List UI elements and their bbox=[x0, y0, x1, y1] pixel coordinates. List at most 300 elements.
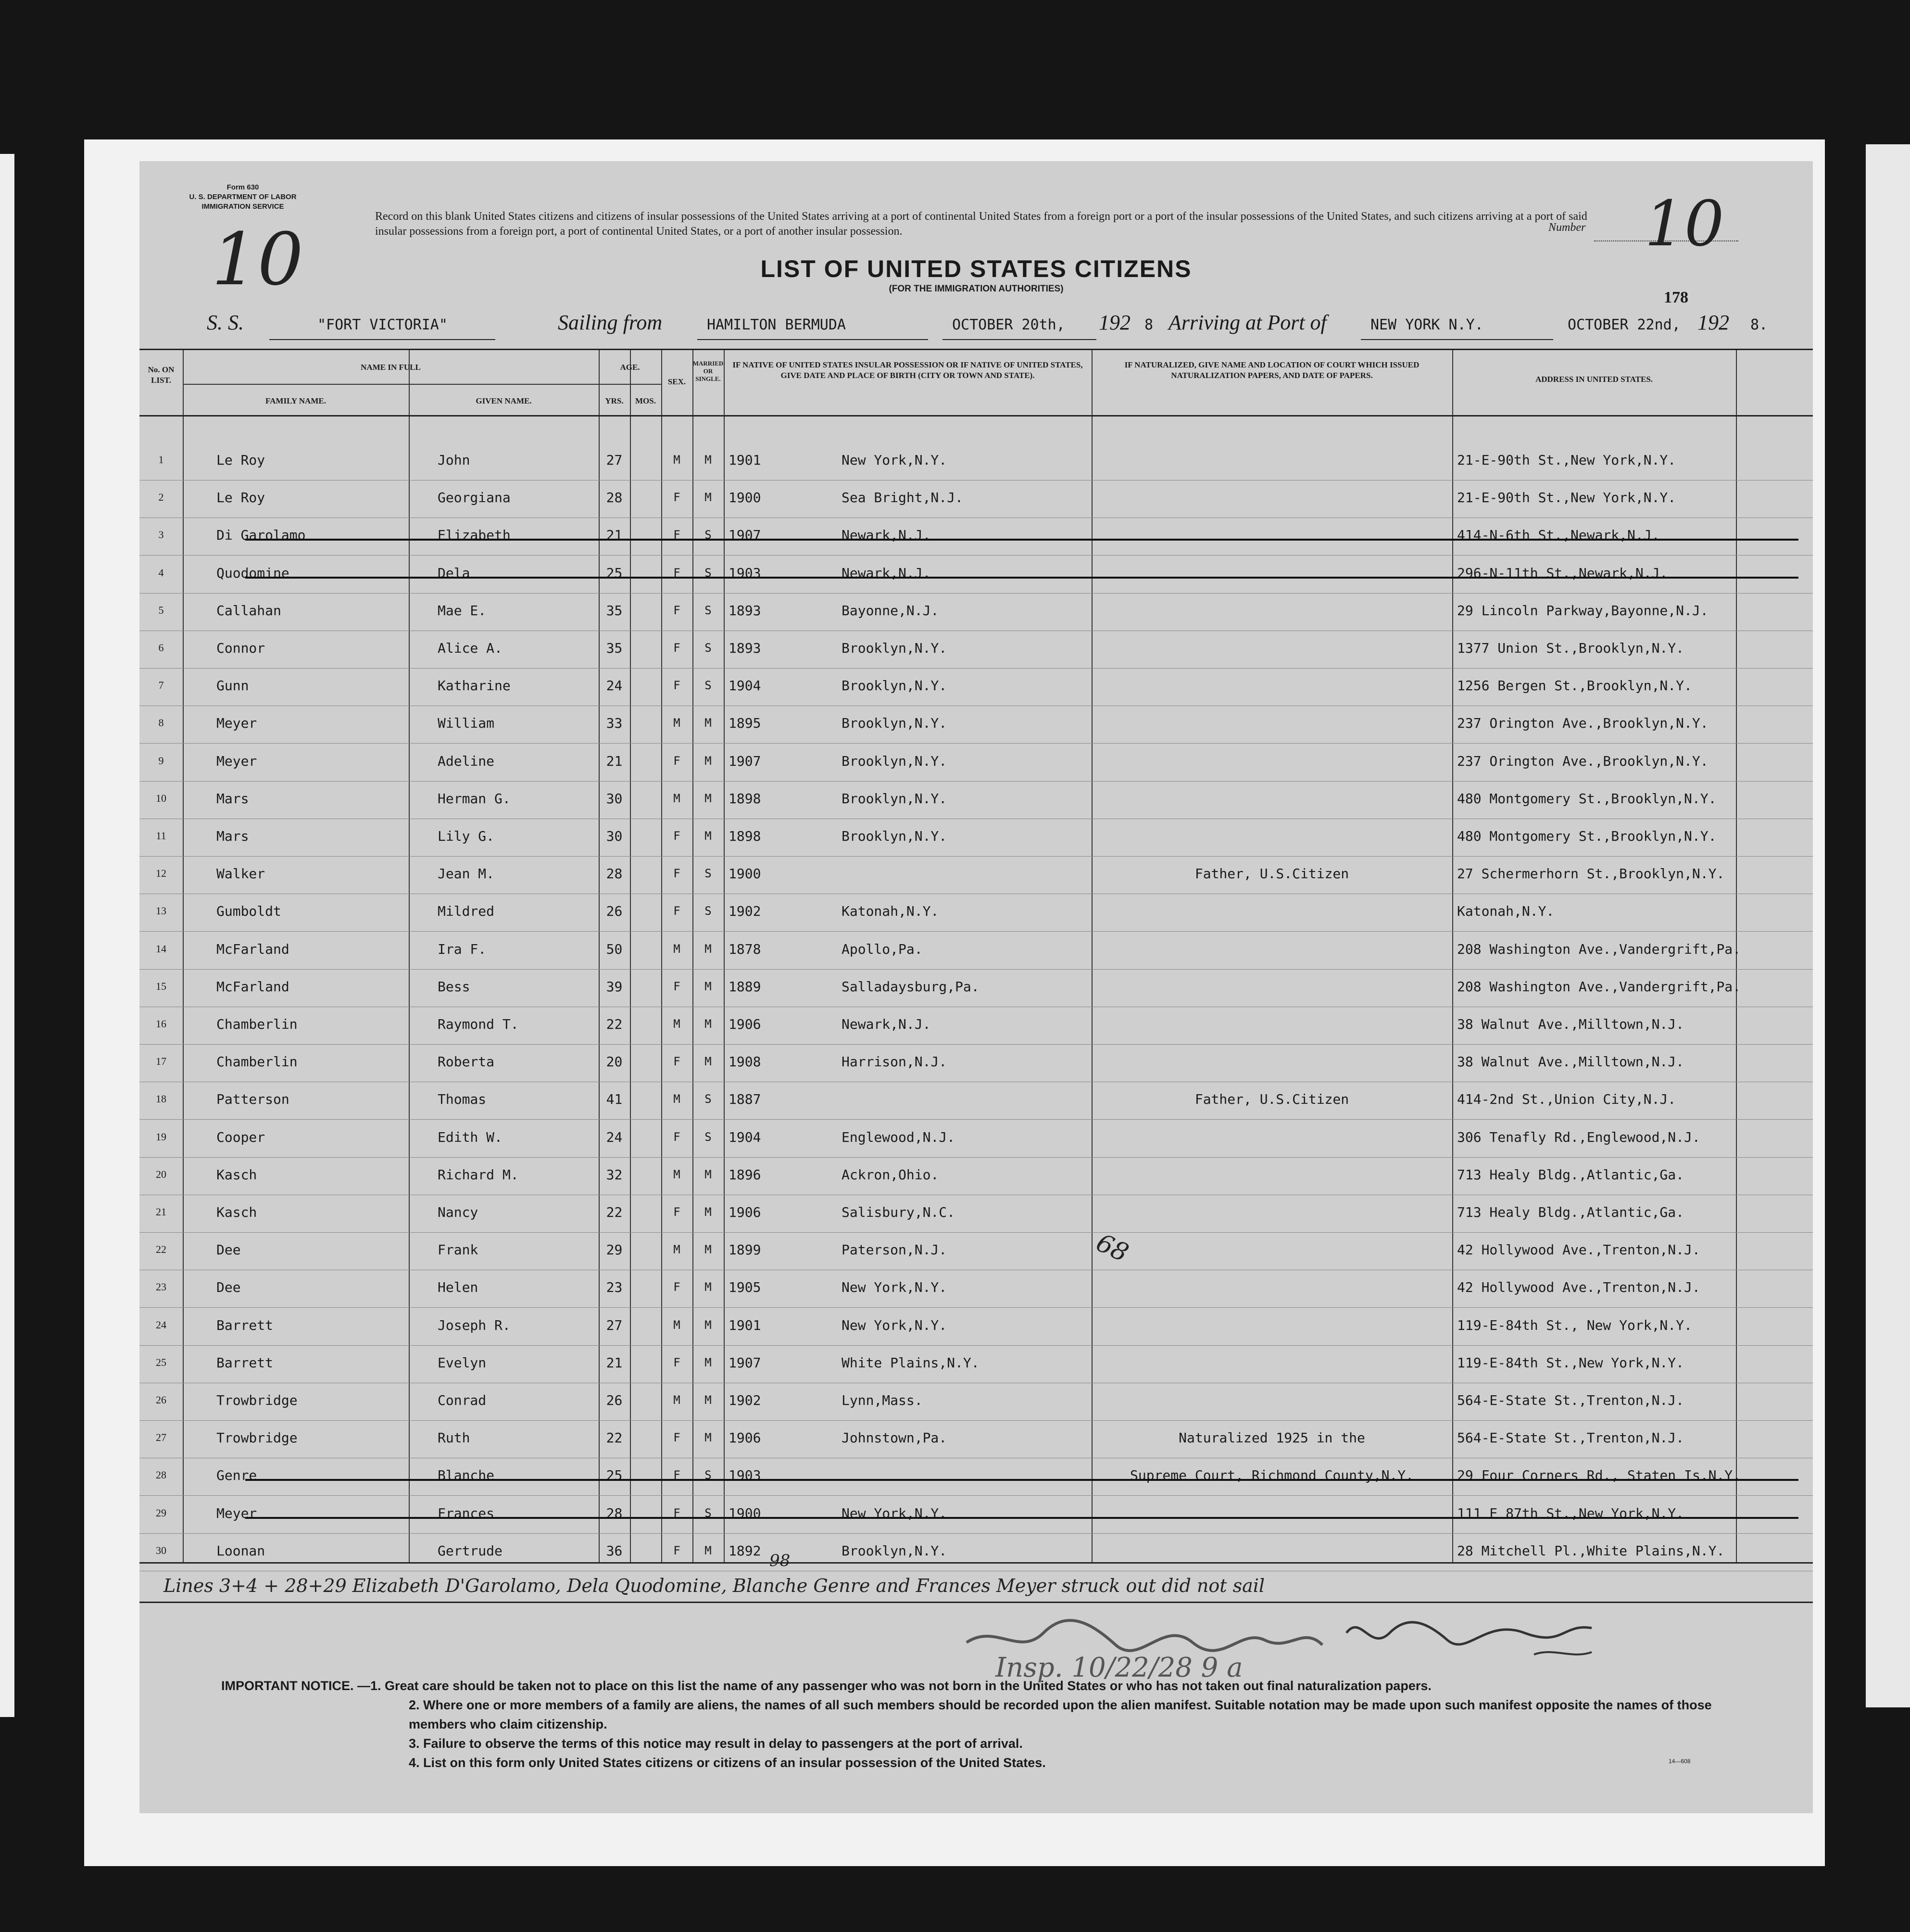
cell-place: Brooklyn,N.Y. bbox=[842, 715, 947, 732]
cell-sex: F bbox=[673, 1543, 680, 1557]
page-number: 178 bbox=[1664, 289, 1688, 306]
cell-given: Mae E. bbox=[438, 602, 487, 619]
cell-year: 1900 bbox=[729, 490, 761, 506]
header-mos: MOS. bbox=[635, 396, 656, 405]
cell-ms: S bbox=[704, 1506, 712, 1520]
cell-yrs: 25 bbox=[606, 1467, 623, 1484]
ss-label: S. S. bbox=[207, 311, 244, 334]
cell-yrs: 21 bbox=[606, 753, 623, 769]
adjacent-page-right bbox=[1866, 144, 1910, 1707]
cell-place: New York,N.Y. bbox=[842, 452, 947, 468]
cell-place: New York,N.Y. bbox=[842, 1279, 947, 1296]
cell-ms: M bbox=[704, 491, 712, 505]
cell-sex: F bbox=[673, 754, 680, 768]
header-sex: SEX. bbox=[667, 377, 686, 386]
cell-ms: M bbox=[704, 1431, 712, 1445]
cell-ms: M bbox=[704, 716, 712, 730]
cell-place: Salladaysburg,Pa. bbox=[842, 978, 980, 995]
cell-addr: 237 Orington Ave.,Brooklyn,N.Y. bbox=[1457, 753, 1709, 769]
cell-yrs: 28 bbox=[606, 490, 623, 506]
cell-yrs: 21 bbox=[606, 527, 623, 543]
cell-sex: F bbox=[673, 1280, 680, 1294]
cell-yrs: 36 bbox=[606, 1542, 623, 1559]
cell-sex: F bbox=[673, 1468, 680, 1482]
cell-yrs: 35 bbox=[606, 640, 623, 656]
cell-no: 11 bbox=[156, 830, 166, 842]
cell-family: Chamberlin bbox=[216, 1016, 298, 1032]
cell-addr: 306 Tenafly Rd.,Englewood,N.J. bbox=[1457, 1129, 1700, 1145]
cell-no: 25 bbox=[156, 1356, 166, 1368]
cell-yrs: 50 bbox=[606, 941, 623, 957]
cell-place: Brooklyn,N.Y. bbox=[842, 753, 947, 769]
arrival-date: OCTOBER 22nd, bbox=[1568, 316, 1681, 333]
cell-nat: Naturalized 1925 in the bbox=[1179, 1430, 1365, 1446]
cell-sex: F bbox=[673, 1355, 680, 1369]
cell-given: Ira F. bbox=[438, 941, 487, 957]
cell-addr: 564-E-State St.,Trenton,N.J. bbox=[1457, 1392, 1684, 1408]
header-age: AGE. bbox=[620, 363, 640, 372]
cell-place: Salisbury,N.C. bbox=[842, 1204, 955, 1220]
cell-ms: S bbox=[704, 679, 712, 693]
cell-given: Dela bbox=[438, 565, 470, 581]
cell-no: 23 bbox=[156, 1281, 166, 1293]
cell-place: Brooklyn,N.Y. bbox=[842, 678, 947, 694]
notice-item-4: 4. List on this form only United States citizens or citizens of an insular possession of the United States. bbox=[409, 1755, 1046, 1770]
cell-ms: M bbox=[704, 829, 712, 843]
cell-year: 1896 bbox=[729, 1166, 761, 1183]
cell-year: 1902 bbox=[729, 1392, 761, 1408]
cell-year: 1901 bbox=[729, 1317, 761, 1333]
cell-addr: 119-E-84th St.,New York,N.Y. bbox=[1457, 1354, 1684, 1371]
cell-family: Dee bbox=[216, 1279, 241, 1296]
cell-addr: 564-E-State St.,Trenton,N.J. bbox=[1457, 1430, 1684, 1446]
cell-year: 1899 bbox=[729, 1242, 761, 1258]
cell-year: 1898 bbox=[729, 828, 761, 844]
ship-name: "FORT VICTORIA" bbox=[317, 316, 448, 333]
cell-year: 1902 bbox=[729, 903, 761, 920]
cell-year: 1904 bbox=[729, 1129, 761, 1145]
cell-no: 26 bbox=[156, 1394, 166, 1406]
cell-ms: M bbox=[704, 1393, 712, 1407]
cell-given: Katharine bbox=[438, 678, 511, 694]
cell-given: Conrad bbox=[438, 1392, 487, 1408]
cell-addr: 119-E-84th St., New York,N.Y. bbox=[1457, 1317, 1692, 1333]
notice-item-1: —1. Great care should be taken not to place on this list the name of any passenger who was not born in the United States or who has not taken out final naturalization papers. bbox=[357, 1679, 1432, 1693]
cell-yrs: 29 bbox=[606, 1242, 623, 1258]
cell-yrs: 26 bbox=[606, 1392, 623, 1408]
cell-year: 1892 bbox=[729, 1542, 761, 1559]
cell-sex: M bbox=[673, 1167, 680, 1181]
cell-no: 17 bbox=[156, 1055, 166, 1068]
cell-yrs: 35 bbox=[606, 602, 623, 619]
handwritten-68: 68 bbox=[1092, 1228, 1133, 1268]
cell-family: Mars bbox=[216, 828, 249, 844]
cell-family: Barrett bbox=[216, 1317, 274, 1333]
cell-place: Newark,N.J. bbox=[842, 1016, 931, 1032]
cell-family: Le Roy bbox=[216, 490, 265, 506]
cell-ms: M bbox=[704, 1243, 712, 1257]
cell-year: 1889 bbox=[729, 978, 761, 995]
cell-place: Paterson,N.J. bbox=[842, 1242, 947, 1258]
cell-yrs: 32 bbox=[606, 1166, 623, 1183]
cell-place: Newark,N.J. bbox=[842, 565, 931, 581]
cell-given: Adeline bbox=[438, 753, 495, 769]
header-family-name: FAMILY NAME. bbox=[265, 396, 326, 405]
cell-sex: F bbox=[673, 679, 680, 693]
cell-family: Connor bbox=[216, 640, 265, 656]
cell-addr: 480 Montgomery St.,Brooklyn,N.Y. bbox=[1457, 790, 1717, 807]
cell-ms: S bbox=[704, 641, 712, 655]
cell-ms: S bbox=[704, 867, 712, 881]
number-label: Number bbox=[1548, 221, 1586, 234]
header-given-name: GIVEN NAME. bbox=[476, 396, 532, 405]
cell-given: Edith W. bbox=[438, 1129, 503, 1145]
cell-given: Bess bbox=[438, 978, 470, 995]
cell-given: Joseph R. bbox=[438, 1317, 511, 1333]
cell-given: Evelyn bbox=[438, 1354, 487, 1371]
cell-yrs: 26 bbox=[606, 903, 623, 920]
inspector-signature: Insp. 10/22/28 9 a bbox=[995, 1652, 1243, 1683]
cell-family: Walker bbox=[216, 866, 265, 882]
cell-addr: 1377 Union St.,Brooklyn,N.Y. bbox=[1457, 640, 1684, 656]
cell-yrs: 39 bbox=[606, 978, 623, 995]
cell-year: 1908 bbox=[729, 1054, 761, 1070]
cell-ms: S bbox=[704, 528, 712, 542]
important-notice bbox=[221, 1676, 1760, 1772]
cell-no: 30 bbox=[156, 1544, 166, 1556]
service-name: IMMIGRATION SERVICE bbox=[201, 202, 284, 211]
cell-year: 1893 bbox=[729, 602, 761, 619]
adjacent-page-left bbox=[0, 154, 14, 1717]
cell-yrs: 30 bbox=[606, 828, 623, 844]
cell-family: Kasch bbox=[216, 1166, 257, 1183]
cell-yrs: 41 bbox=[606, 1091, 623, 1108]
notice-item-3: 3. Failure to observe the terms of this notice may result in delay to passengers at the port of arrival. bbox=[409, 1736, 1023, 1751]
cell-family: Mars bbox=[216, 790, 249, 807]
cell-given: Raymond T. bbox=[438, 1016, 519, 1032]
cell-no: 9 bbox=[158, 754, 164, 767]
cell-yrs: 21 bbox=[606, 1354, 623, 1371]
cell-given: Nancy bbox=[438, 1204, 478, 1220]
cell-no: 21 bbox=[156, 1206, 166, 1218]
header-naturalized: IF NATURALIZED, GIVE NAME AND LOCATION OF COURT WHICH ISSUED NATURALIZATION PAPERS, AND DATE OF PAPERS. bbox=[1124, 360, 1420, 380]
cell-addr: 414-2nd St.,Union City,N.J. bbox=[1457, 1091, 1676, 1108]
cell-given: Georgiana bbox=[438, 490, 511, 506]
cell-addr: 29 Four Corners Rd., Staten Is.N.Y. bbox=[1457, 1467, 1741, 1484]
cell-sex: F bbox=[673, 1055, 680, 1069]
cell-yrs: 25 bbox=[606, 565, 623, 581]
cell-no: 2 bbox=[158, 491, 164, 504]
cell-yrs: 20 bbox=[606, 1054, 623, 1070]
cell-given: Blanche bbox=[438, 1467, 495, 1484]
number-value: 10 bbox=[1645, 187, 1724, 260]
cell-ms: S bbox=[704, 603, 712, 617]
cell-no: 13 bbox=[156, 905, 166, 917]
cell-addr: 42 Hollywood Ave.,Trenton,N.J. bbox=[1457, 1279, 1700, 1296]
cell-no: 22 bbox=[156, 1243, 166, 1256]
form-code: 14—608 bbox=[1669, 1758, 1691, 1765]
cell-given: Helen bbox=[438, 1279, 478, 1296]
cell-sex: F bbox=[673, 491, 680, 505]
cell-no: 7 bbox=[158, 679, 164, 692]
cell-addr: 29 Lincoln Parkway,Bayonne,N.J. bbox=[1457, 602, 1709, 619]
cell-ms: M bbox=[704, 979, 712, 993]
cell-family: Callahan bbox=[216, 602, 281, 619]
cell-yrs: 33 bbox=[606, 715, 623, 732]
cell-place: Johnstown,Pa. bbox=[842, 1430, 947, 1446]
cell-year: 1895 bbox=[729, 715, 761, 732]
cell-family: Gumboldt bbox=[216, 903, 281, 920]
cell-family: McFarland bbox=[216, 978, 289, 995]
cell-no: 27 bbox=[156, 1431, 166, 1444]
cell-given: William bbox=[438, 715, 495, 732]
page-title: LIST OF UNITED STATES CITIZENS bbox=[760, 255, 1192, 282]
cell-given: Mildred bbox=[438, 903, 495, 920]
cell-no: 18 bbox=[156, 1093, 166, 1105]
cell-given: John bbox=[438, 452, 470, 468]
cell-no: 20 bbox=[156, 1168, 166, 1180]
cell-no: 16 bbox=[156, 1018, 166, 1030]
sailing-from: HAMILTON BERMUDA bbox=[707, 316, 846, 333]
instructions-text: Record on this blank United States citizens and citizens of insular possessions of the United States arriving at a port of continental United States from a foreign port or a port of the insular possessions of the United States, and such citizens arriving at a port of said insular possessions from a foreign port, a port of continental United States, or a port of another insular possession. bbox=[375, 210, 1587, 238]
cell-sex: F bbox=[673, 979, 680, 993]
cell-ms: S bbox=[704, 1468, 712, 1482]
cell-ms: M bbox=[704, 1205, 712, 1219]
cell-given: Frances bbox=[438, 1505, 495, 1521]
cell-sex: F bbox=[673, 566, 680, 580]
cell-place: Lynn,Mass. bbox=[842, 1392, 923, 1408]
cell-yrs: 30 bbox=[606, 790, 623, 807]
cell-no: 1 bbox=[158, 454, 164, 466]
cell-addr: 28 Mitchell Pl.,White Plains,N.Y. bbox=[1457, 1542, 1725, 1559]
header-married-single: MARRIED OR SINGLE. bbox=[692, 360, 724, 382]
cell-family: Gunn bbox=[216, 678, 249, 694]
signature-marks bbox=[139, 161, 1813, 1813]
cell-ms: M bbox=[704, 1280, 712, 1294]
cell-ms: M bbox=[704, 942, 712, 956]
cell-ms: S bbox=[704, 1130, 712, 1144]
cell-family: Meyer bbox=[216, 715, 257, 732]
cell-addr: 208 Washington Ave.,Vandergrift,Pa. bbox=[1457, 978, 1741, 995]
cell-given: Herman G. bbox=[438, 790, 511, 807]
cell-place: Englewood,N.J. bbox=[842, 1129, 955, 1145]
cell-addr: 42 Hollywood Ave.,Trenton,N.J. bbox=[1457, 1242, 1700, 1258]
handwritten-98: 98 bbox=[769, 1551, 791, 1570]
cell-given: Elizabeth bbox=[438, 527, 511, 543]
cell-sex: M bbox=[673, 1393, 680, 1407]
cell-place: White Plains,N.Y. bbox=[842, 1354, 980, 1371]
cell-sex: M bbox=[673, 1017, 680, 1031]
cell-place: Brooklyn,N.Y. bbox=[842, 828, 947, 844]
header-birth: IF NATIVE OF UNITED STATES INSULAR POSSESSION OR IF NATIVE OF UNITED STATES, GIVE DATE AND PLACE OF BIRTH (CITY OR TOWN AND STATE). bbox=[732, 360, 1083, 380]
corner-handwritten-number: 10 bbox=[212, 218, 303, 302]
cell-nat: Supreme Court, Richmond County,N.Y. bbox=[1130, 1467, 1414, 1484]
cell-no: 5 bbox=[158, 604, 164, 616]
cell-place: Sea Bright,N.J. bbox=[842, 490, 963, 506]
cell-place: Katonah,N.Y. bbox=[842, 903, 939, 920]
cell-ms: M bbox=[704, 1167, 712, 1181]
cell-year: 1907 bbox=[729, 1354, 761, 1371]
cell-sex: M bbox=[673, 1318, 680, 1332]
arriving-port: NEW YORK N.Y. bbox=[1370, 316, 1483, 333]
cell-addr: 713 Healy Bldg.,Atlantic,Ga. bbox=[1457, 1166, 1684, 1183]
header-no: No. ON LIST. bbox=[148, 365, 175, 385]
cell-addr: 27 Schermerhorn St.,Brooklyn,N.Y. bbox=[1457, 866, 1725, 882]
sailing-label: Sailing from bbox=[558, 311, 663, 334]
cell-addr: 414-N-6th St.,Newark,N.J. bbox=[1457, 527, 1660, 543]
cell-place: Bayonne,N.J. bbox=[842, 602, 939, 619]
cell-no: 29 bbox=[156, 1506, 166, 1519]
cell-place: Brooklyn,N.Y. bbox=[842, 640, 947, 656]
cell-year: 1887 bbox=[729, 1091, 761, 1108]
cell-sex: F bbox=[673, 904, 680, 918]
cell-no: 28 bbox=[156, 1469, 166, 1481]
cell-yrs: 27 bbox=[606, 452, 623, 468]
cell-yrs: 22 bbox=[606, 1430, 623, 1446]
cell-addr: 1256 Bergen St.,Brooklyn,N.Y. bbox=[1457, 678, 1692, 694]
cell-addr: 713 Healy Bldg.,Atlantic,Ga. bbox=[1457, 1204, 1684, 1220]
cell-no: 10 bbox=[156, 792, 166, 804]
cell-year: 1907 bbox=[729, 753, 761, 769]
cell-given: Gertrude bbox=[438, 1542, 503, 1559]
sailing-year-suffix: 8 bbox=[1144, 316, 1154, 333]
cell-given: Richard M. bbox=[438, 1166, 519, 1183]
cell-yrs: 27 bbox=[606, 1317, 623, 1333]
cell-family: Genre bbox=[216, 1467, 257, 1484]
cell-sex: F bbox=[673, 603, 680, 617]
cell-sex: M bbox=[673, 942, 680, 956]
cell-yrs: 24 bbox=[606, 678, 623, 694]
cell-addr: 38 Walnut Ave.,Milltown,N.J. bbox=[1457, 1016, 1684, 1032]
cell-family: Meyer bbox=[216, 753, 257, 769]
cell-place: Brooklyn,N.Y. bbox=[842, 790, 947, 807]
cell-no: 6 bbox=[158, 642, 164, 654]
cell-year: 1906 bbox=[729, 1204, 761, 1220]
cell-yrs: 24 bbox=[606, 1129, 623, 1145]
cell-year: 1898 bbox=[729, 790, 761, 807]
cell-sex: M bbox=[673, 716, 680, 730]
cell-no: 14 bbox=[156, 942, 166, 955]
cell-given: Roberta bbox=[438, 1054, 495, 1070]
cell-sex: F bbox=[673, 1130, 680, 1144]
cell-ms: M bbox=[704, 791, 712, 805]
cell-year: 1905 bbox=[729, 1279, 761, 1296]
cell-ms: M bbox=[704, 1017, 712, 1031]
cell-family: Trowbridge bbox=[216, 1430, 298, 1446]
arrival-year-suffix: 8. bbox=[1750, 316, 1768, 333]
cell-sex: F bbox=[673, 641, 680, 655]
cell-family: Chamberlin bbox=[216, 1054, 298, 1070]
cell-year: 1904 bbox=[729, 678, 761, 694]
cell-given: Thomas bbox=[438, 1091, 487, 1108]
cell-family: Dee bbox=[216, 1242, 241, 1258]
cell-addr: 208 Washington Ave.,Vandergrift,Pa. bbox=[1457, 941, 1741, 957]
cell-year: 1893 bbox=[729, 640, 761, 656]
cell-year: 1906 bbox=[729, 1430, 761, 1446]
cell-ms: M bbox=[704, 754, 712, 768]
cell-year: 1906 bbox=[729, 1016, 761, 1032]
cell-ms: M bbox=[704, 1543, 712, 1557]
page-subtitle: (FOR THE IMMIGRATION AUTHORITIES) bbox=[889, 284, 1064, 294]
form-number: Form 630 bbox=[226, 183, 259, 191]
cell-no: 19 bbox=[156, 1130, 166, 1143]
cell-given: Jean M. bbox=[438, 866, 495, 882]
cell-year: 1907 bbox=[729, 527, 761, 543]
manifest-sheet bbox=[139, 161, 1813, 1813]
cell-year: 1903 bbox=[729, 1467, 761, 1484]
cell-family: Kasch bbox=[216, 1204, 257, 1220]
cell-given: Ruth bbox=[438, 1430, 470, 1446]
cell-place: Harrison,N.J. bbox=[842, 1054, 947, 1070]
cell-nat: Father, U.S.Citizen bbox=[1194, 866, 1349, 882]
cell-year: 1878 bbox=[729, 941, 761, 957]
cell-no: 4 bbox=[158, 566, 164, 579]
handwritten-footnote: Lines 3+4 + 28+29 Elizabeth D'Garolamo, Dela Quodomine, Blanche Genre and Frances Meyer struck out did not sail bbox=[163, 1575, 1265, 1596]
notice-item-2: 2. Where one or more members of a family are aliens, the names of all such members should be recorded upon the alien manifest. Suitable notation may be made upon such manifest opposite the names of those members who claim citizenship. bbox=[409, 1698, 1712, 1731]
cell-ms: M bbox=[704, 1318, 712, 1332]
cell-year: 1900 bbox=[729, 1505, 761, 1521]
sailing-year-prefix: 192 bbox=[1099, 311, 1131, 334]
cell-year: 1900 bbox=[729, 866, 761, 882]
cell-place: New York,N.Y. bbox=[842, 1317, 947, 1333]
cell-family: Trowbridge bbox=[216, 1392, 298, 1408]
department-name: U. S. DEPARTMENT OF LABOR bbox=[189, 193, 297, 201]
cell-addr: 480 Montgomery St.,Brooklyn,N.Y. bbox=[1457, 828, 1717, 844]
cell-ms: M bbox=[704, 453, 712, 467]
cell-sex: F bbox=[673, 1506, 680, 1520]
cell-family: Loonan bbox=[216, 1542, 265, 1559]
cell-no: 8 bbox=[158, 717, 164, 729]
cell-yrs: 22 bbox=[606, 1016, 623, 1032]
cell-given: Alice A. bbox=[438, 640, 503, 656]
header-address: ADDRESS IN UNITED STATES. bbox=[1535, 375, 1653, 384]
arriving-label: Arriving at Port of bbox=[1169, 311, 1327, 334]
header-yrs: YRS. bbox=[605, 396, 624, 405]
cell-ms: S bbox=[704, 566, 712, 580]
cell-ms: S bbox=[704, 1092, 712, 1106]
cell-addr: 237 Orington Ave.,Brooklyn,N.Y. bbox=[1457, 715, 1709, 732]
cell-yrs: 28 bbox=[606, 866, 623, 882]
cell-yrs: 23 bbox=[606, 1279, 623, 1296]
cell-year: 1901 bbox=[729, 452, 761, 468]
notice-head: IMPORTANT NOTICE. bbox=[221, 1679, 354, 1693]
cell-yrs: 28 bbox=[606, 1505, 623, 1521]
cell-family: Cooper bbox=[216, 1129, 265, 1145]
cell-family: Barrett bbox=[216, 1354, 274, 1371]
arrival-year-prefix: 192 bbox=[1697, 311, 1729, 334]
cell-ms: M bbox=[704, 1355, 712, 1369]
cell-place: Apollo,Pa. bbox=[842, 941, 923, 957]
cell-yrs: 22 bbox=[606, 1204, 623, 1220]
cell-addr: Katonah,N.Y. bbox=[1457, 903, 1555, 920]
cell-sex: M bbox=[673, 453, 680, 467]
cell-family: Quodomine bbox=[216, 565, 289, 581]
cell-addr: 21-E-90th St.,New York,N.Y. bbox=[1457, 490, 1676, 506]
cell-sex: F bbox=[673, 1205, 680, 1219]
cell-addr: 111 E 87th St.,New York,N.Y. bbox=[1457, 1505, 1684, 1521]
cell-ms: S bbox=[704, 904, 712, 918]
cell-sex: F bbox=[673, 867, 680, 881]
cell-no: 12 bbox=[156, 867, 166, 880]
cell-sex: F bbox=[673, 528, 680, 542]
cell-addr: 296-N-11th St.,Newark,N.J. bbox=[1457, 565, 1668, 581]
cell-ms: M bbox=[704, 1055, 712, 1069]
header-name-in-full: NAME IN FULL bbox=[361, 363, 421, 372]
cell-sex: F bbox=[673, 1431, 680, 1445]
cell-family: Meyer bbox=[216, 1505, 257, 1521]
cell-family: Di Garolamo bbox=[216, 527, 306, 543]
cell-place: Newark,N.J. bbox=[842, 527, 931, 543]
